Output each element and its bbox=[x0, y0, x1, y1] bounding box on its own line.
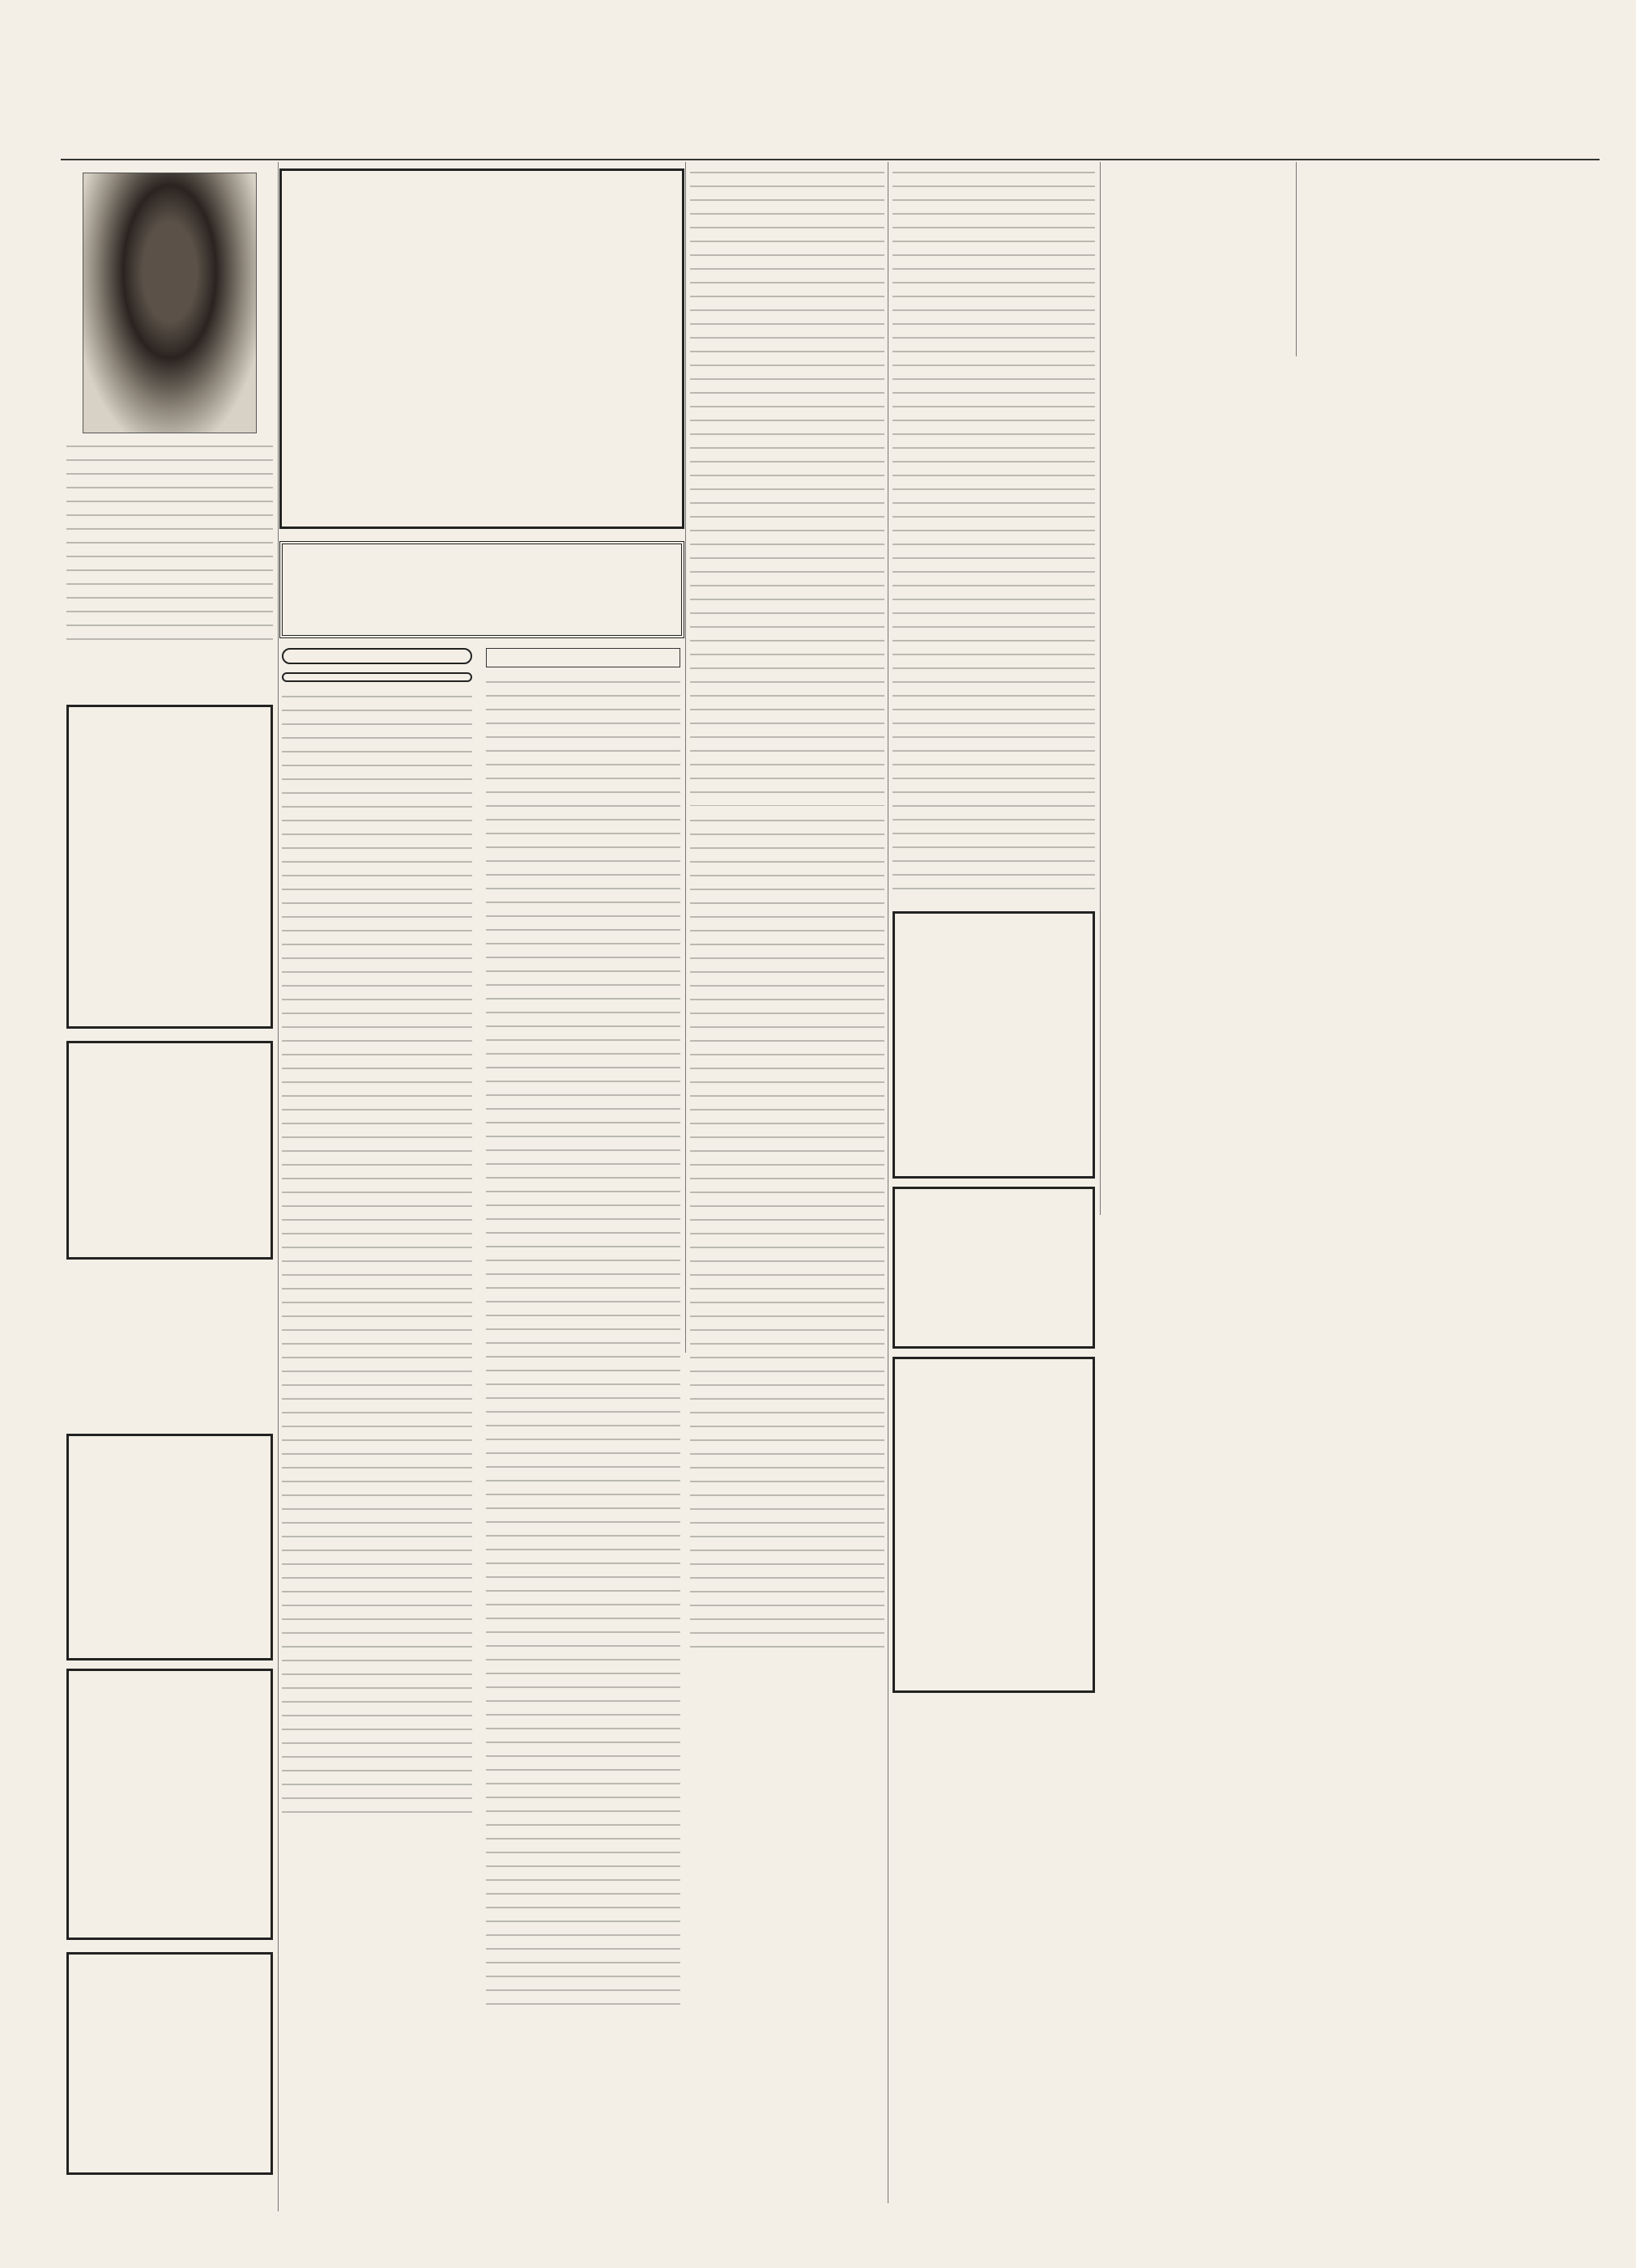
column-five bbox=[893, 166, 1095, 895]
column-rule bbox=[1100, 162, 1101, 1215]
parlor-ad bbox=[66, 1434, 273, 1660]
masthead-rule bbox=[61, 159, 1600, 160]
column-four bbox=[690, 166, 884, 1655]
sterling-ad bbox=[66, 705, 273, 1029]
carolina-ad bbox=[66, 1669, 273, 1940]
classified-title bbox=[282, 648, 472, 664]
lomsky-ad bbox=[66, 1268, 273, 1426]
purchase-box bbox=[279, 168, 684, 529]
social-news-text bbox=[486, 676, 680, 2012]
news-text bbox=[690, 166, 884, 806]
jones-portrait bbox=[83, 173, 257, 433]
reed-ad bbox=[893, 1187, 1095, 1349]
episcopal-text bbox=[690, 814, 884, 1551]
social-column bbox=[486, 648, 680, 2012]
jones-ad bbox=[66, 166, 273, 650]
column-rule bbox=[278, 162, 279, 2211]
cleveland-title bbox=[282, 672, 472, 682]
jones-text-block bbox=[66, 440, 273, 650]
throw-away-ad bbox=[66, 1952, 273, 2175]
classified-column bbox=[282, 648, 472, 1824]
mill-quote-box bbox=[486, 648, 680, 667]
arlington-ad bbox=[66, 1041, 273, 1260]
business-text bbox=[690, 1558, 884, 1655]
news-text bbox=[893, 166, 1095, 895]
cleveland-news-text bbox=[282, 690, 472, 1824]
column-rule bbox=[1296, 162, 1297, 356]
column-rule bbox=[685, 162, 686, 1353]
puro-ad bbox=[893, 1357, 1095, 1693]
social-heading bbox=[279, 541, 684, 638]
central-shirt-ad bbox=[893, 911, 1095, 1179]
